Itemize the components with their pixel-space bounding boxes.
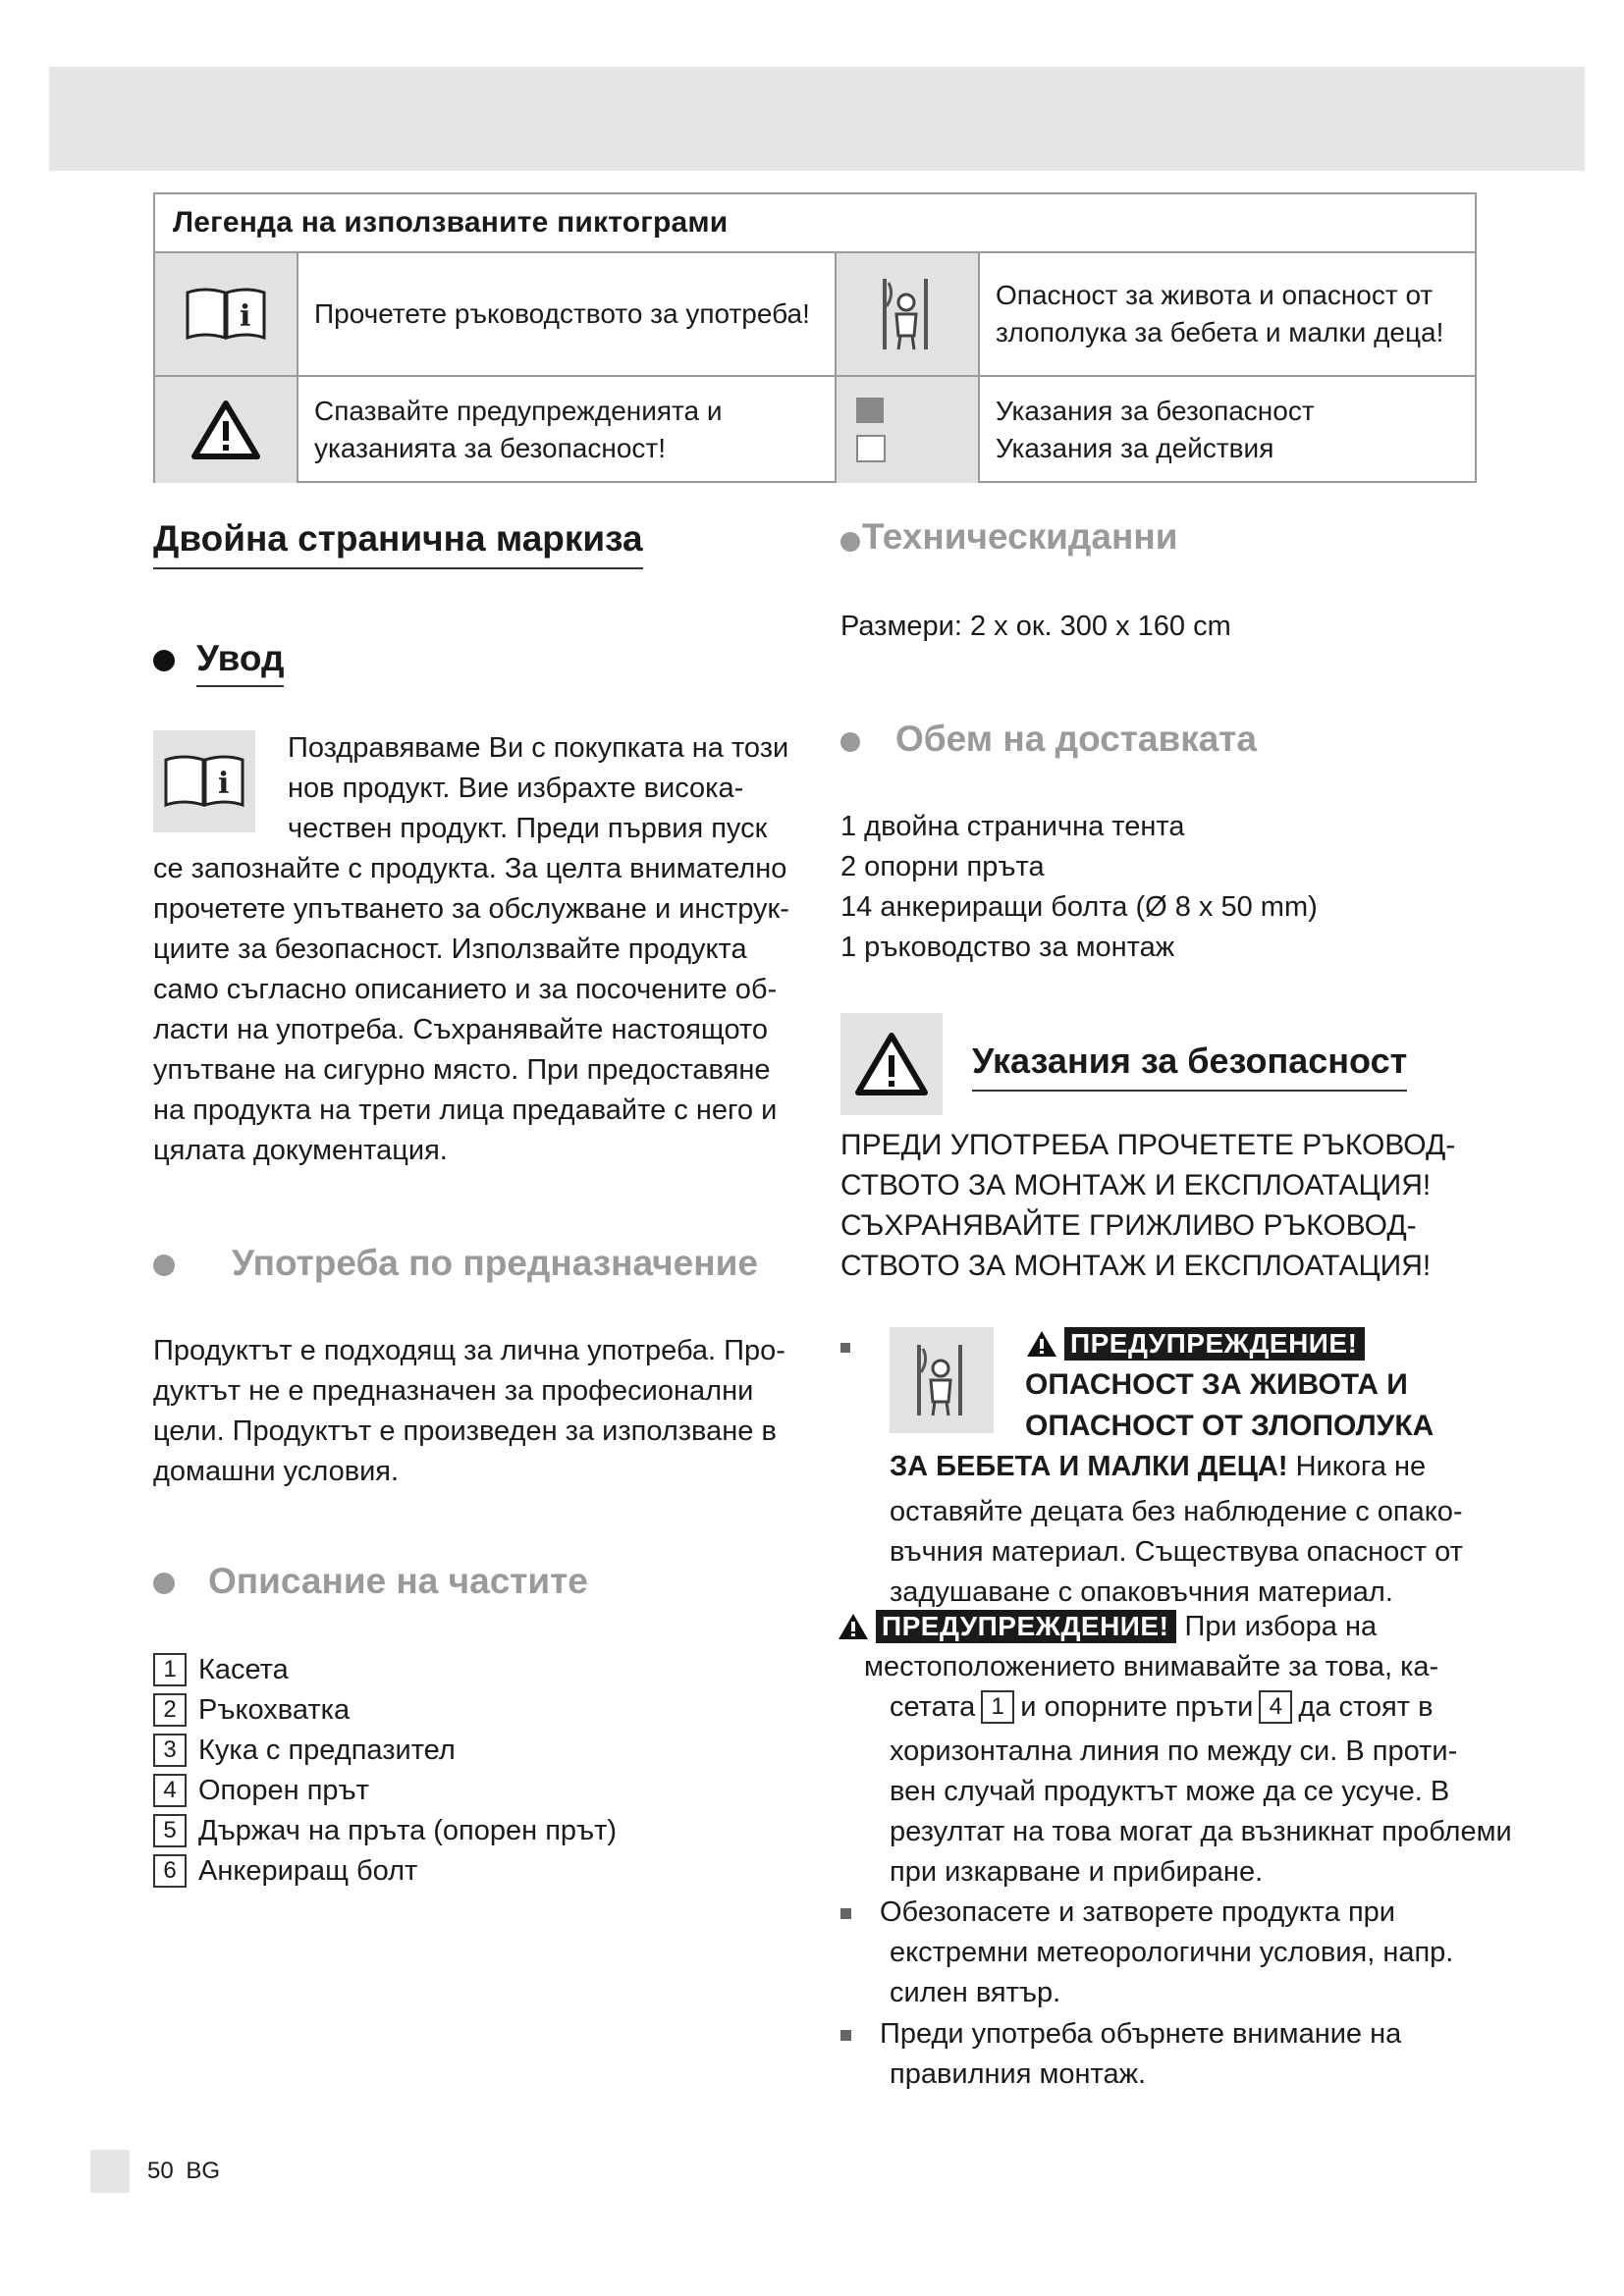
warning-label: ПРЕДУПРЕЖДЕНИЕ! [1064,1327,1365,1361]
safety-warning-icon [840,1013,943,1115]
delivery-heading: Обем на доставката [895,719,1257,759]
use-line: дуктът не е предназначен за професионални [153,1375,754,1407]
warning-badge [1025,1327,1365,1361]
warn2-text-line: хоризонтална линия по между си. В проти- [890,1735,1458,1767]
part-number-ref: 4 [1259,1690,1292,1724]
list-bullet-icon [840,1908,851,1919]
part-number: 2 [153,1693,187,1727]
tech-heading: Техническиданни [862,516,1178,557]
intro-line: упътване на сигурно място. При предоставяне [153,1054,771,1086]
warn1-paragraph [890,1492,1463,1613]
svg-text:i: i [240,299,251,334]
delivery-item: 2 опорни пръта [840,851,1045,882]
warn2-text-line: вен случай продуктът може да се усуче. В [890,1776,1450,1807]
child-danger-icon [890,1327,994,1433]
page-number: 50 [147,2158,174,2184]
intro-paragraph [153,728,801,1171]
delivery-item: 14 анкериращи болта (Ø 8 x 50 mm) [840,891,1318,923]
delivery-item: 1 двойна странична тента [840,811,1185,842]
intro-line: циите за безопасност. Използвайте продукта [153,934,747,965]
warn1-bold-line: ОПАСНОСТ ЗА ЖИВОТА И [1025,1368,1408,1401]
parts-list-item [153,1854,417,1888]
intro-line: ласти на употреба. Съхранявайте настоящото [153,1014,769,1045]
part-label: Ръкохватка [198,1693,351,1726]
legend-safety-hints: Указания за безопасност [996,396,1315,426]
intro-line: нов продукт. Вие избрахте висока- [288,773,744,804]
parts-list-item [153,1774,369,1807]
warn1-text-line: задушаване с опаковъчния материал. [890,1576,1393,1608]
language-code: BG [186,2158,221,2184]
bullet3-line: екстремни метеорологични условия, напр. [890,1937,1454,1968]
warn1-bold-text: ЗА БЕБЕТА И МАЛКИ ДЕЦА! [890,1451,1288,1482]
warn2-text: сетата [890,1690,976,1723]
list-bullet-icon [840,1343,850,1353]
delivery-bullet-icon [840,732,860,752]
bullet4-line: правилния монтаж. [890,2058,1147,2090]
warn2-paragraph [890,1732,1512,1893]
bullet4-line: Преди употреба обърнете внимание на [880,2018,1402,2050]
bullet3-line: Обезопасете и затворете продукта при [880,1896,1395,1928]
part-label: Държач на пръта (опорен прът) [198,1814,618,1846]
dimensions-text: Размери: 2 x ок. 300 x 160 cm [840,611,1231,642]
warn2-text-line: при изкарване и прибиране. [890,1856,1264,1888]
intro-line: само съгласно описанието и за посочените об- [153,974,778,1005]
use-line: Продуктът е подходящ за лична употреба. Про- [153,1335,785,1366]
use-paragraph [153,1331,801,1492]
intro-bullet-icon [153,650,175,671]
part-label: Анкериращ болт [198,1854,418,1887]
bullet3-line: силен вятър. [890,1977,1061,2008]
part-number: 5 [153,1814,187,1847]
parts-list-item [153,1814,617,1847]
legend-title: Легенда на използваните пиктограми [155,194,1475,253]
part-number: 1 [153,1653,187,1686]
intro-line: цялата документация. [153,1135,448,1166]
page-title: Двойна странична маркиза [153,518,643,569]
safety-heading: Указания за безопасност [972,1041,1407,1092]
use-heading: Употреба по предназначение [232,1243,758,1283]
warning-triangle-icon [1025,1329,1058,1359]
use-line: цели. Продуктът е произведен за използване в [153,1415,777,1447]
footer-marker [90,2150,130,2193]
legend-read-manual-text: Прочетете ръководството за употреба! [298,253,837,377]
warn2-text: и опорните пръти [1020,1690,1254,1723]
caps-line: СЪХРАНЯВАЙТЕ ГРИЖЛИВО РЪКОВОД- [840,1209,1417,1242]
parts-list-item [153,1653,289,1686]
warn2-after-text: При избора на [1176,1610,1378,1642]
caps-line: ПРЕДИ УПОТРЕБА ПРОЧЕТЕТЕ РЪКОВОД- [840,1129,1456,1161]
intro-line: на продукта на трети лица предавайте с него и [153,1095,778,1126]
part-number: 6 [153,1854,187,1888]
legend-danger-children-text: Опасност за живота и опасност от злополука за бебета и малки деца! [980,253,1475,377]
caps-line: СТВОТО ЗА МОНТАЖ И ЕКСПЛОАТАЦИЯ! [840,1169,1432,1201]
warn1-bold-line: ОПАСНОСТ ОТ ЗЛОПОЛУКА [1025,1410,1435,1442]
warning-triangle-icon [155,377,298,483]
intro-line: се запознайте с продукта. За целта внимателно [153,853,787,884]
caps-line: СТВОТО ЗА МОНТАЖ И ЕКСПЛОАТАЦИЯ! [840,1250,1432,1282]
footer-page-label [147,2158,220,2185]
warn1-text-line: оставяйте децата без наблюдение с опако- [890,1496,1463,1527]
svg-text:i: i [218,767,230,801]
bullet4-paragraph [880,2014,1401,2095]
parts-bullet-icon [153,1573,175,1594]
bullet3-paragraph [880,1893,1453,2013]
parts-heading: Описание на частите [208,1561,588,1601]
legend-action-hints: Указания за действия [996,433,1274,463]
read-manual-icon [155,253,298,377]
part-number: 3 [153,1734,187,1767]
warn2-text-line: резултат на това могат да възникнат проблеми [890,1816,1512,1847]
part-number-ref: 1 [981,1690,1014,1724]
delivery-list [840,807,1318,968]
header-bar [49,67,1585,171]
parts-list-item [153,1693,350,1727]
warn2-line: местоположението внимавайте за това, ка- [864,1651,1439,1682]
use-line: домашни условия. [153,1456,400,1487]
warn2-text: да стоят в [1298,1690,1434,1723]
warning-label: ПРЕДУПРЕЖДЕНИЕ! [876,1610,1176,1643]
square-bullets-icon [837,377,980,483]
warn1-tail-text: Никога не [1287,1451,1427,1482]
warning-triangle-icon [837,1612,870,1641]
intro-heading: Увод [196,638,284,687]
legend-observe-warnings-text: Спазвайте предупрежденията и указанията за безопасност! [298,377,837,483]
intro-line: прочетете упътването за обслужване и инструк- [153,893,789,925]
intro-line: чествен продукт. Преди първия пуск [288,813,768,844]
part-label: Опорен прът [198,1774,369,1806]
list-bullet-icon [840,2030,851,2041]
warn2-line-with-parts [890,1690,1434,1724]
caps-notice [840,1125,1455,1286]
part-number: 4 [153,1774,187,1807]
intro-line: Поздравяваме Ви с покупката на този [288,732,789,764]
part-label: Кука с предпазител [198,1734,456,1766]
pictogram-legend-table [153,192,1477,483]
legend-hints-text [980,377,1475,483]
child-danger-icon [837,253,980,377]
tech-bullet-icon [840,532,860,552]
parts-list-item [153,1734,456,1767]
part-label: Касета [198,1653,289,1685]
warn1-text-line: въчния материал. Съществува опасност от [890,1536,1463,1568]
delivery-item: 1 ръководство за монтаж [840,932,1175,963]
use-bullet-icon [153,1255,175,1276]
warning2-line [837,1610,1377,1643]
warn1-line [890,1451,1426,1483]
